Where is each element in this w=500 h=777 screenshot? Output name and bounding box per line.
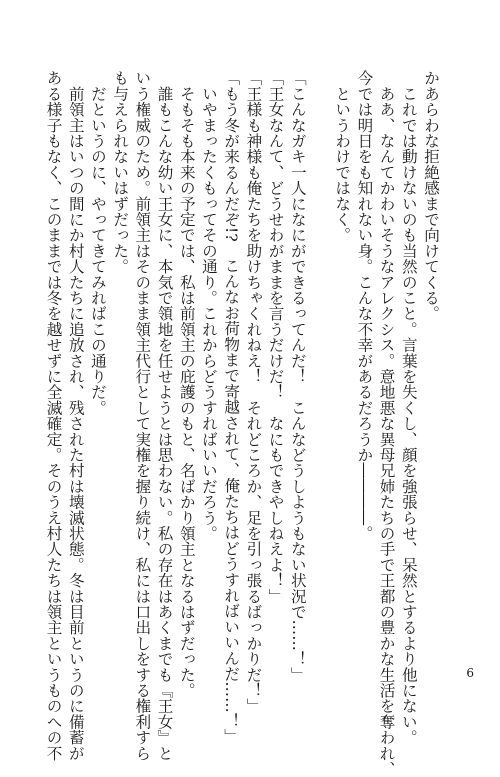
text-line: も与えられないはずだった。: [111, 70, 130, 275]
text-line: かあらわな拒絶感まで向けてくる。: [422, 70, 440, 322]
text-line: いやまったくもってその通り。これからどうすればいいだろう。: [199, 70, 218, 541]
text-line: 「王女なんて、どうせわがままを言うだけだ！ なにもできやしねえよ！」: [266, 70, 285, 604]
text-line: これでは動けないのも当然のこと。言葉を失くし、顔を強張らせ、呆然とするより他にない。: [399, 70, 418, 746]
text-line: 誰もこんな幼い王女に、本気で領地を任せようとは思わない。私の存在はあくまでも『王女』と: [155, 70, 174, 761]
text-line: ある様子もなく、このままでは冬を越せずに全滅確定。そのうえ村人たちは領主というものへの不: [44, 70, 63, 761]
page-number: 6: [466, 666, 474, 680]
text-line: 「こんなガキ一人になにができるってんだ！ こんなどうしようもない状況で……！」: [288, 70, 307, 683]
text-line: そもそも本来の予定では、私は前領主の庇護のもと、名ばかり領主となるはずだった。: [177, 70, 196, 698]
text-line: 前領主はいつの間にか村人たちに追放され、残された村は壊滅状態。冬は目前というのに備蓄が: [66, 70, 85, 761]
text-line: だというのに、やってきてみればこの通りだ。: [88, 70, 107, 416]
blank-line: [309, 70, 331, 630]
text-line: 「王様も神様も俺たちを助けちゃくれねえ！ それどころか、足を引っ張るばっかりだ！」: [244, 70, 263, 714]
text-line: ああ、なんてかわいそうなアレクシス。意地悪な異母兄姉たちの手で王都の豊かな生活を奪われ、: [377, 70, 396, 777]
text-line: 「もう冬が来るんだぞ!? こんなお荷物まで寄越されて、俺たちはどうすればいいんだ……！」: [222, 70, 241, 745]
text-line: いう権威のため。前領主はそのまま領主代行として実権を握り続け、私には口出しをする権利すら: [133, 70, 152, 761]
text-line: というわけではなく。: [333, 70, 352, 243]
text-line: 今では明日をも知れない身。こんな不幸があるだろうか――――。: [355, 70, 374, 541]
vertical-text-body: [44, 70, 442, 777]
